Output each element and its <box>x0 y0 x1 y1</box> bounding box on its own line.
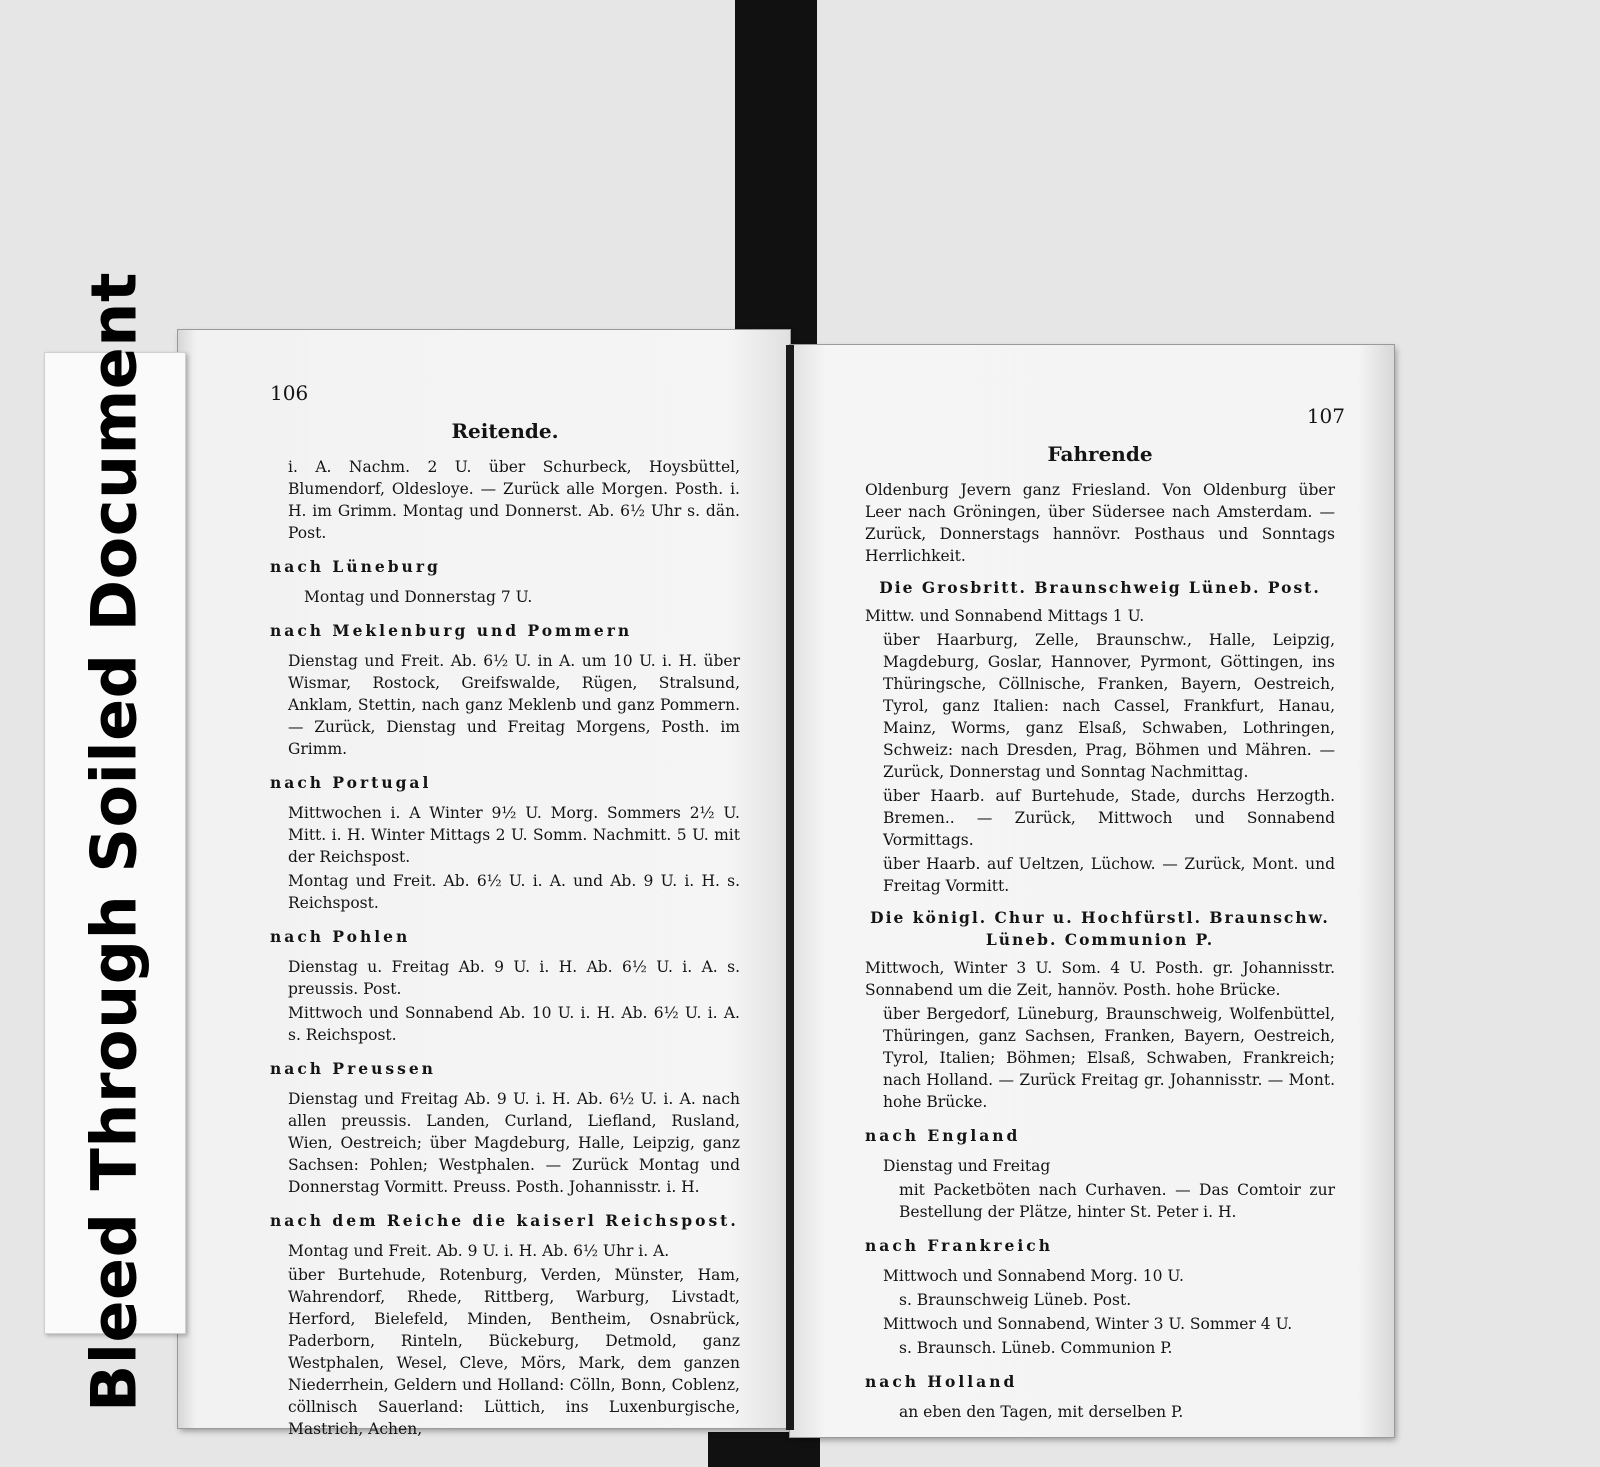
left-paragraph-3: Dienstag und Freit. Ab. 6½ U. in A. um 10 U. i. H. über Wismar, Rostock, Greifswalde, Rügen, Stralsund, Anklam, Stettin, nach ganz Meklenb und ganz Pommern. — Zurück, Dienstag und Freitag Morgens, Posth. im Grimm. <box>288 652 740 758</box>
right-paragraph-11: s. Braunschweig Lüneb. Post. <box>899 1291 1132 1309</box>
right-paragraph-1: Oldenburg Jevern ganz Friesland. Von Oldenburg über Leer nach Gröningen, über Südersee nach Amsterdam. — Zurück, Donnerstags hannövr. Posthaus und Sonntags Herrlichkeit. <box>865 481 1335 565</box>
left-paragraph-5: Montag und Freit. Ab. 6½ U. i. A. und Ab. 9 U. i. H. s. Reichspost. <box>288 872 740 912</box>
right-paragraph-8: Dienstag und Freitag <box>883 1157 1051 1175</box>
book-gutter <box>786 345 794 1430</box>
left-page-content <box>270 382 740 1442</box>
right-paragraph-9: mit Packetböten nach Curhaven. — Das Comtoir zur Bestellung der Plätze, hinter St. Peter i. H. <box>899 1181 1335 1221</box>
right-paragraph-4: über Haarb. auf Burtehude, Stade, durchs Herzogth. Bremen.. — Zurück, Mittwoch und Sonnabend Vormittags. <box>883 787 1335 849</box>
right-paragraph-6: Mittwoch, Winter 3 U. Som. 4 U. Posth. gr. Johannisstr. Sonnabend um die Zeit, hannöv. Posth. hohe Brücke. <box>865 959 1335 999</box>
document-label: Bleed Through Soiled Document <box>77 271 151 1413</box>
section-heading-pohlen: nach Pohlen <box>270 927 411 946</box>
section-heading-holland: nach Holland <box>865 1372 1018 1391</box>
left-paragraph-10: über Burtehude, Rotenburg, Verden, Münster, Ham, Wahrendorf, Rhede, Rittberg, Warburg, Livstadt, Herford, Bielefeld, Minden, Bentheim, Osnabrück, Paderborn, Rinteln, Bückeburg, Detmold, ganz Westphalen, Wesel, Cleve, Mörs, Mark, dem ganzen Niederrhein, Geldern und Holland: Cölln, Bonn, Coblenz, cöllnisch Sauerland: Lüttich, ins Luxenburgische, Mastrich, Achen, <box>288 1266 740 1438</box>
left-page-number: 106 <box>270 381 309 405</box>
section-heading-preussen: nach Preussen <box>270 1059 436 1078</box>
right-page-heading: Fahrende <box>1047 442 1153 466</box>
section-heading-england: nach England <box>865 1126 1021 1145</box>
right-page-number: 107 <box>1306 404 1345 428</box>
section-heading-luneburg: nach Lüneburg <box>270 557 441 576</box>
right-page <box>790 345 1394 1437</box>
left-paragraph-4: Mittwochen i. A Winter 9½ U. Morg. Sommers 2½ U. Mitt. i. H. Winter Mittags 2 U. Somm. Nachmitt. 5 U. mit der Reichspost. <box>288 804 740 866</box>
section-heading-grosbritt-post: Die Grosbritt. Braunschweig Lüneb. Post. <box>879 578 1321 597</box>
right-paragraph-7: über Bergedorf, Lüneburg, Braunschweig, Wolfenbüttel, Thüringen, ganz Sachsen, Franken, Bayern, Oestreich, Tyrol, Italien; Böhmen; Elsaß, Schwaben, Frankreich; nach Holland. — Zurück Freitag gr. Johannisstr. — Mont. hohe Brücke. <box>883 1005 1335 1111</box>
left-paragraph-8: Dienstag und Freitag Ab. 9 U. i. H. Ab. 6½ U. i. A. nach allen preussis. Landen, Curland, Liefland, Rusland, Wien, Oestreich; über Magdeburg, Halle, Leipzig, ganz Sachsen: Pohlen; Westphalen. — Zurück Montag und Donnerstag Vormitt. Preuss. Posth. Johannisstr. i. H. <box>288 1090 740 1196</box>
left-paragraph-1: i. A. Nachm. 2 U. über Schurbeck, Hoysbüttel, Blumendorf, Oldesloye. — Zurück alle Morgen. Posth. i. H. im Grimm. Montag und Donnerst. Ab. 6½ Uhr s. dän. Post. <box>288 458 740 542</box>
left-paragraph-7: Mittwoch und Sonnabend Ab. 10 U. i. H. Ab. 6½ U. i. A. s. Reichspost. <box>288 1004 740 1044</box>
left-page <box>178 330 790 1438</box>
right-paragraph-13: s. Braunsch. Lüneb. Communion P. <box>899 1339 1173 1357</box>
right-paragraph-5: über Haarb. auf Ueltzen, Lüchow. — Zurück, Mont. und Freitag Vormitt. <box>883 855 1335 895</box>
section-heading-frankreich: nach Frankreich <box>865 1236 1053 1255</box>
section-heading-reiche: nach dem Reiche die kaiserl Reichspost. <box>270 1211 739 1230</box>
right-paragraph-2: Mittw. und Sonnabend Mittags 1 U. <box>865 607 1145 625</box>
section-heading-portugal: nach Portugal <box>270 773 432 792</box>
left-paragraph-9: Montag und Freit. Ab. 9 U. i. H. Ab. 6½ Uhr i. A. <box>288 1242 670 1260</box>
right-page-content <box>865 404 1345 1425</box>
section-heading-communion: Die königl. Chur u. Hochfürstl. Braunschw. Lüneb. Communion P. <box>870 908 1330 949</box>
binder-clip-top <box>735 0 817 352</box>
section-heading-meklenburg: nach Meklenburg und Pommern <box>270 621 633 640</box>
left-paragraph-6: Dienstag u. Freitag Ab. 9 U. i. H. Ab. 6½ U. i. A. s. preussis. Post. <box>288 958 740 998</box>
right-paragraph-10: Mittwoch und Sonnabend Morg. 10 U. <box>883 1267 1184 1285</box>
right-paragraph-14: an eben den Tagen, mit derselben P. <box>899 1403 1184 1421</box>
right-paragraph-3: über Haarburg, Zelle, Braunschw., Halle, Leipzig, Magdeburg, Goslar, Hannover, Pyrmont, Göttingen, ins Thüringsche, Cöllnische, Franken, Bayern, Oestreich, Tyrol, ganz Italien: nach Cassel, Frankfurt, Hanau, Mainz, Worms, ganz Elsaß, Schwaben, Lothringen, Schweiz: nach Dresden, Prag, Böhmen und Mähren. — Zurück, Donnerstag und Sonntag Nachmittag. <box>883 631 1335 781</box>
left-paragraph-2: Montag und Donnerstag 7 U. <box>304 588 533 606</box>
right-paragraph-12: Mittwoch und Sonnabend, Winter 3 U. Sommer 4 U. <box>883 1315 1293 1333</box>
left-page-heading: Reitende. <box>451 419 559 443</box>
